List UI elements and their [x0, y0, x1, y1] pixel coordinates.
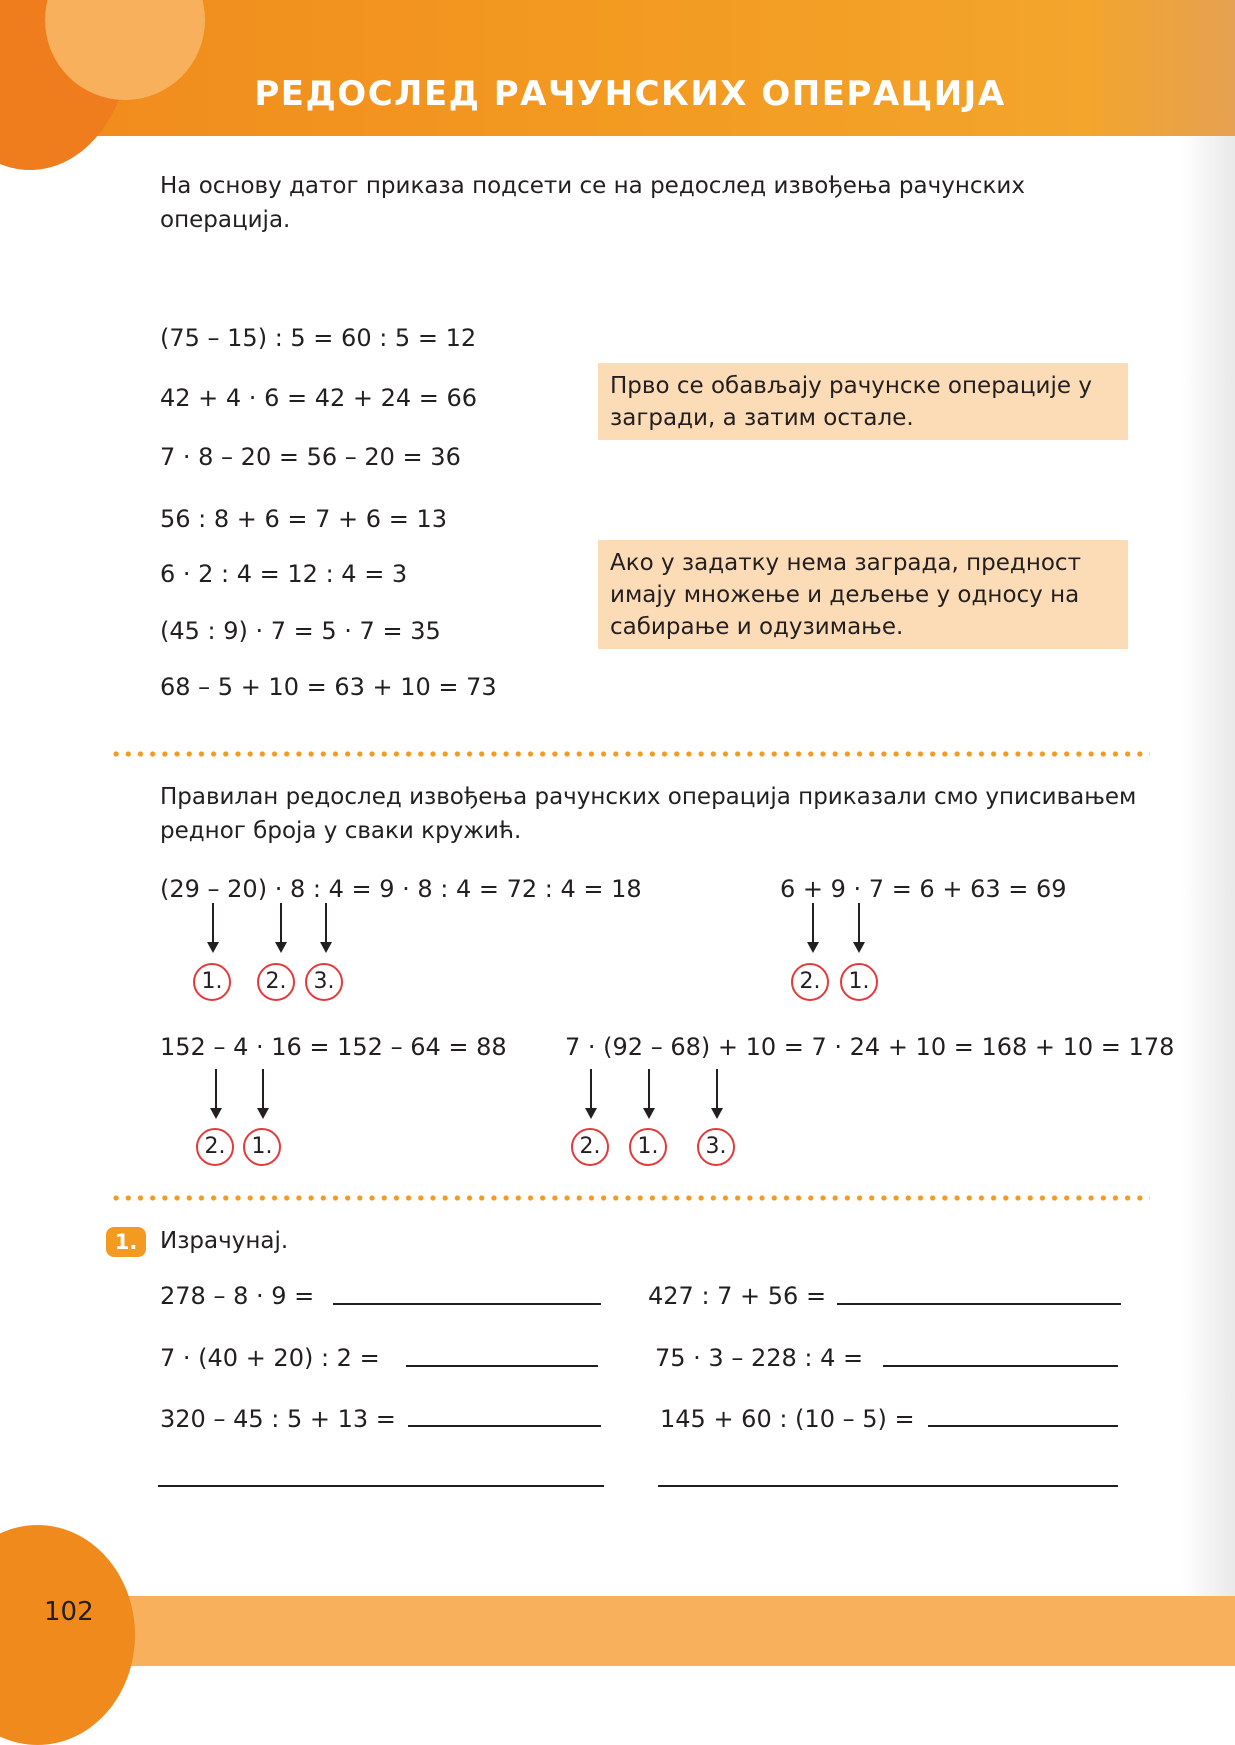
step-circle: 1. — [840, 963, 878, 1001]
example-equation: 56 : 8 + 6 = 7 + 6 = 13 — [160, 505, 447, 533]
order-example-equation: 6 + 9 · 7 = 6 + 63 = 69 — [780, 875, 1067, 903]
order-intro-line-2: редног броја у сваки кружић. — [160, 818, 522, 844]
arrow-down-icon — [812, 903, 814, 951]
answer-line[interactable] — [333, 1303, 601, 1305]
exercise-task: 320 – 45 : 5 + 13 = — [160, 1405, 396, 1433]
exercise-task: 278 – 8 · 9 = — [160, 1282, 315, 1310]
order-example-equation: 152 – 4 · 16 = 152 – 64 = 88 — [160, 1033, 507, 1061]
arrow-down-icon — [716, 1069, 718, 1117]
answer-line[interactable] — [837, 1303, 1121, 1305]
arrow-down-icon — [325, 903, 327, 951]
example-equation: (45 : 9) · 7 = 5 · 7 = 35 — [160, 617, 441, 645]
step-circle: 3. — [305, 963, 343, 1001]
note-line: Ако у задатку нема заграда, предност — [610, 550, 1081, 576]
order-intro-line-1: Правилан редослед извођења рачунских операција приказали смо уписивањем — [160, 784, 1137, 810]
note-line: имају множење и дељење у односу на — [610, 582, 1080, 608]
note-line: Прво се обављају рачунске операције у — [610, 373, 1092, 399]
footer-decoration — [0, 1525, 135, 1745]
step-circle: 1. — [193, 963, 231, 1001]
exercise-instruction: Израчунај. — [160, 1228, 289, 1254]
arrow-down-icon — [648, 1069, 650, 1117]
intro-line-2: операција. — [160, 207, 291, 233]
arrow-down-icon — [858, 903, 860, 951]
example-equation: (75 – 15) : 5 = 60 : 5 = 12 — [160, 324, 477, 352]
note-line: загради, а затим остале. — [610, 405, 914, 431]
answer-line[interactable] — [408, 1425, 601, 1427]
exercise-task: 145 + 60 : (10 – 5) = — [660, 1405, 915, 1433]
arrow-down-icon — [590, 1069, 592, 1117]
answer-line[interactable] — [406, 1365, 598, 1367]
exercise-task: 75 · 3 – 228 : 4 = — [655, 1344, 864, 1372]
page-number: 102 — [44, 1597, 94, 1627]
arrow-down-icon — [262, 1069, 264, 1117]
exercise-number-badge: 1. — [106, 1227, 146, 1257]
dotted-divider — [110, 751, 1150, 757]
footer-band — [0, 1596, 1235, 1666]
intro-line-1: На основу датог приказа подсети се на редослед извођења рачунских — [160, 173, 1025, 199]
example-equation: 6 · 2 : 4 = 12 : 4 = 3 — [160, 560, 408, 588]
note-parentheses — [598, 363, 1128, 440]
answer-line[interactable] — [158, 1485, 604, 1487]
example-equation: 42 + 4 · 6 = 42 + 24 = 66 — [160, 384, 478, 412]
answer-line[interactable] — [928, 1425, 1118, 1427]
page-title: РЕДОСЛЕД РАЧУНСКИХ ОПЕРАЦИЈА — [254, 74, 1006, 114]
example-equation: 7 · 8 – 20 = 56 – 20 = 36 — [160, 443, 461, 471]
note-precedence — [598, 540, 1128, 649]
step-circle: 1. — [629, 1128, 667, 1166]
step-circle: 2. — [196, 1128, 234, 1166]
order-example-equation: 7 · (92 – 68) + 10 = 7 · 24 + 10 = 168 + 10 = 178 — [565, 1033, 1175, 1061]
page-edge-shade — [1180, 136, 1235, 1596]
step-circle: 2. — [571, 1128, 609, 1166]
step-circle: 1. — [243, 1128, 281, 1166]
dotted-divider — [110, 1195, 1150, 1201]
example-equation: 68 – 5 + 10 = 63 + 10 = 73 — [160, 673, 497, 701]
arrow-down-icon — [215, 1069, 217, 1117]
arrow-down-icon — [212, 903, 214, 951]
note-line: сабирање и одузимање. — [610, 614, 904, 640]
answer-line[interactable] — [883, 1365, 1118, 1367]
answer-line[interactable] — [658, 1485, 1118, 1487]
arrow-down-icon — [280, 903, 282, 951]
step-circle: 3. — [697, 1128, 735, 1166]
order-example-equation: (29 – 20) · 8 : 4 = 9 · 8 : 4 = 72 : 4 = 18 — [160, 875, 642, 903]
step-circle: 2. — [791, 963, 829, 1001]
step-circle: 2. — [257, 963, 295, 1001]
exercise-task: 427 : 7 + 56 = — [648, 1282, 827, 1310]
exercise-task: 7 · (40 + 20) : 2 = — [160, 1344, 380, 1372]
